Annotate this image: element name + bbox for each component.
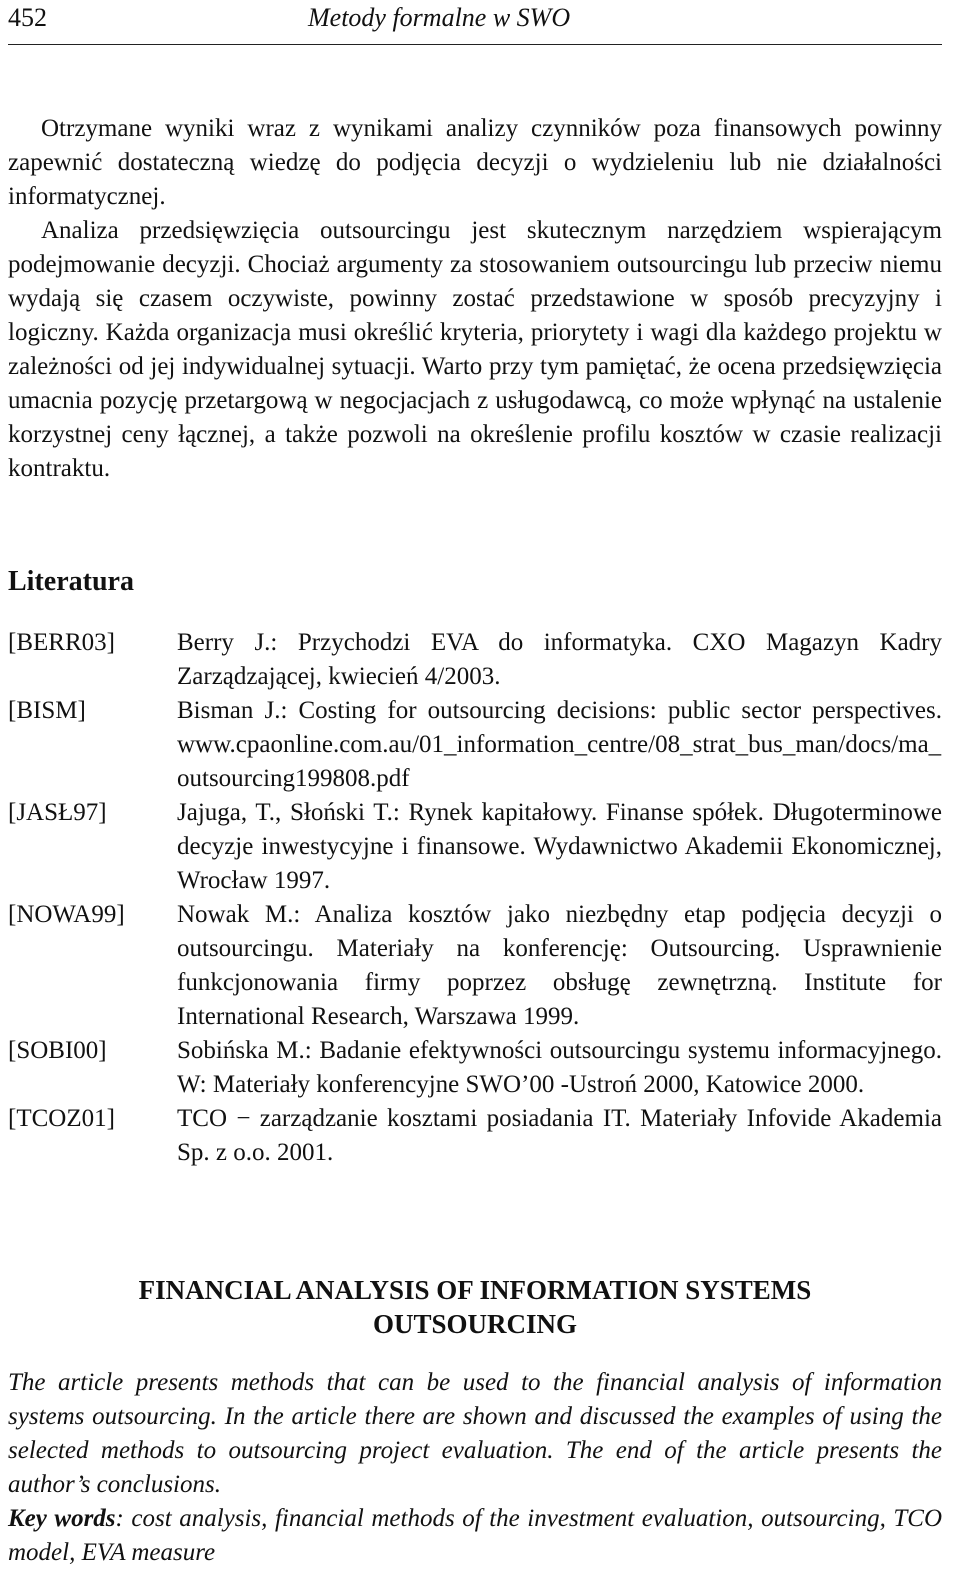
reference-text: TCO − zarządzanie kosztami posiadania IT. Materiały Infovide Akademia Sp. z o.o. 2001. <box>177 1105 942 1166</box>
reference-key: [TCOZ01] <box>8 1105 115 1132</box>
english-title-line: FINANCIAL ANALYSIS OF INFORMATION SYSTEMS <box>138 1275 812 1305</box>
english-title <box>8 1273 942 1341</box>
reference-key: [NOWA99] <box>8 901 125 928</box>
reference-item <box>8 1102 942 1170</box>
body-paragraph: Otrzymane wyniki wraz z wynikami analizy czynników poza finansowych powinny zapewnić dostateczną wiedzę do podjęcia decyzji o wydzieleniu lub nie działalności informatycznej. <box>8 115 942 210</box>
reference-item <box>8 694 942 796</box>
reference-key: [BERR03] <box>8 629 115 656</box>
reference-text: Berry J.: Przychodzi EVA do informatyka. CXO Magazyn Kadry Zarządzającej, kwiecień 4/2003. <box>177 629 942 690</box>
abstract-text: The article presents methods that can be used to the financial analysis of information systems outsourcing. In the article there are shown and discussed the examples of using the selected methods to outsourcing project evaluation. The end of the article presents the author’s conclusions. <box>8 1369 942 1498</box>
reference-text: Jajuga, T., Słoński T.: Rynek kapitałowy. Finanse spółek. Długoterminowe decyzje inwestycyjne i finansowe. Wydawnictwo Akademii Ekonomicznej, Wrocław 1997. <box>177 799 942 894</box>
english-abstract <box>8 1366 942 1570</box>
reference-text: Nowak M.: Analiza kosztów jako niezbędny etap podjęcia decyzji o outsourcingu. Materiały na konferencję: Outsourcing. Usprawnienie funkcjonowania firmy poprzez obsługę zewnętrzną. Institute for International Research, Warszawa 1999. <box>177 901 942 1030</box>
english-title-line: OUTSOURCING <box>372 1309 578 1339</box>
keywords-text: : cost analysis, financial methods of the investment evaluation, outsourcing, TCO model, EVA measure <box>8 1505 943 1566</box>
keywords-label: Key words <box>8 1505 116 1532</box>
reference-key: [JASŁ97] <box>8 799 107 826</box>
body-paragraph: Analiza przedsięwzięcia outsourcingu jest skutecznym narzędziem wspierającym podejmowanie decyzji. Chociaż argumenty za stosowaniem outsourcingu lub przeciw niemu wydają się czasem oczywiste, powinny zostać przedstawione w sposób precyzyjny i logiczny. Każda organizacja musi określić kryteria, priorytety i wagi dla każdego projektu w zależności od jej indywidualnej sytuacji. Warto przy tym pamiętać, że ocena przedsięwzięcia umacnia pozycję przetargową w negocjacjach z usługodawcą, co może wpłynąć na ustalenie korzystnej ceny łącznej, a także pozwoli na określenie profilu kosztów w czasie realizacji kontraktu. <box>8 217 942 482</box>
reference-item <box>8 796 942 898</box>
reference-item <box>8 626 942 694</box>
reference-key: [SOBI00] <box>8 1037 107 1064</box>
page-header <box>8 0 942 45</box>
reference-list <box>8 626 942 1170</box>
body-text <box>8 112 942 486</box>
reference-key: [BISM] <box>8 697 86 724</box>
keywords-line <box>8 1502 942 1570</box>
reference-item <box>8 1034 942 1102</box>
reference-text: Bisman J.: Costing for outsourcing decisions: public sector perspectives. www.cpaonline.com.au/01_information_centre/08_strat_bus_man/docs/ma_outsourcing199808.pdf <box>177 697 942 792</box>
reference-item <box>8 898 942 1034</box>
literature-heading: Literatura <box>8 566 134 597</box>
page-number: 452 <box>8 3 47 32</box>
reference-text: Sobińska M.: Badanie efektywności outsourcingu systemu informacyjnego. W: Materiały konferencyjne SWO’00 -Ustroń 2000, Katowice 2000. <box>177 1037 942 1098</box>
running-title: Metody formalne w SWO <box>308 3 571 32</box>
